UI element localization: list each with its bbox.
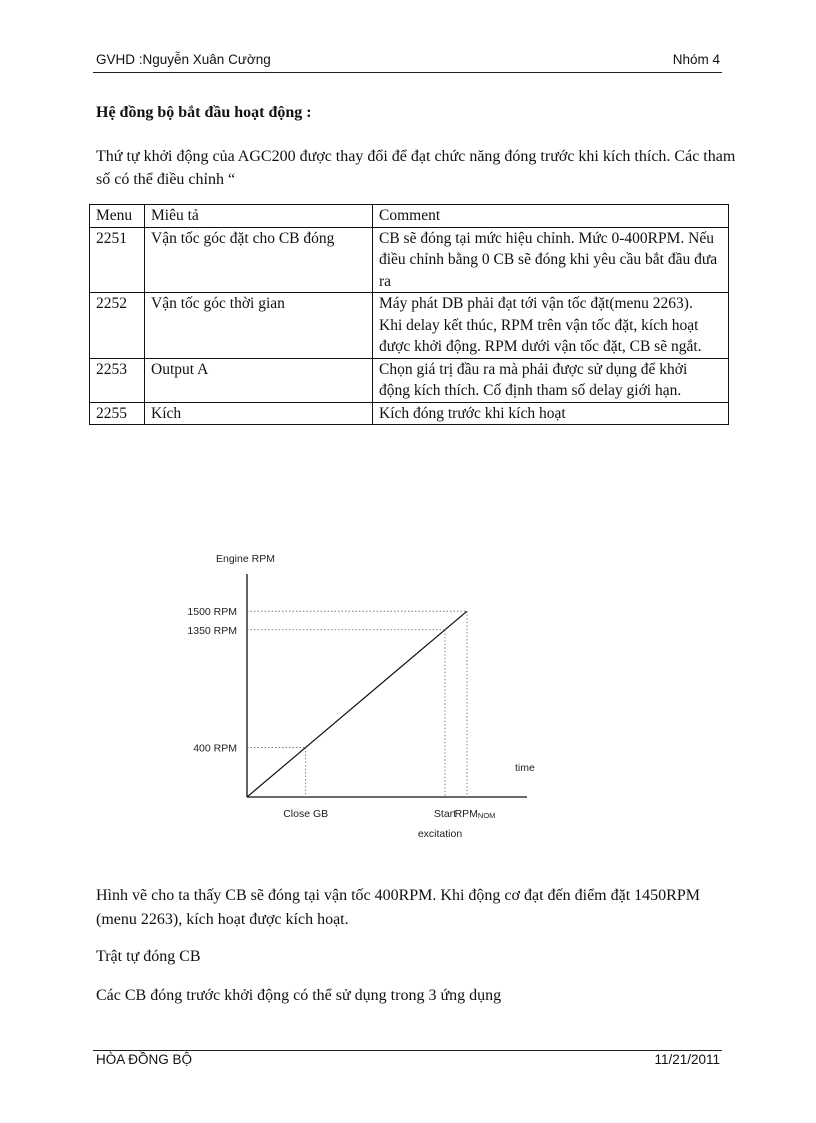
page-header — [96, 52, 722, 72]
header-instructor: GVHD :Nguyễn Xuân Cường — [96, 52, 271, 67]
cell-description: Kích — [145, 402, 373, 425]
footer-title: HÒA ĐỒNG BỘ — [96, 1052, 193, 1067]
table-row — [90, 227, 729, 293]
cell-description: Vận tốc góc thời gian — [145, 293, 373, 359]
parameter-table — [89, 204, 729, 425]
cell-menu: 2252 — [90, 293, 145, 359]
chart-y-tick-label: 1350 RPM — [187, 624, 237, 637]
table-row — [90, 402, 729, 425]
chart-x-marker-label: Start — [433, 808, 457, 820]
chart-x-marker-label: RPMNOM — [454, 808, 496, 820]
chart-y-tick-label: 400 RPM — [193, 742, 237, 755]
chart-x-axis-label: time — [515, 762, 535, 774]
chart-x-marker-sublabel: excitation — [417, 828, 463, 840]
header-divider — [93, 72, 722, 73]
column-header-description: Miêu tả — [145, 205, 373, 228]
chart-y-tick-label: 1500 RPM — [187, 606, 237, 619]
chart-series-line — [247, 611, 467, 797]
chart-explanation-paragraph: Hình vẽ cho ta thấy CB sẽ đóng tại vận tốc 400RPM. Khi động cơ đạt đến điểm đặt 1450RPM (menu 2263), kích hoạt được kích hoạt. — [96, 887, 700, 928]
cell-comment: CB sẽ đóng tại mức hiệu chỉnh. Mức 0-400RPM. Nếu điều chỉnh bằng 0 CB sẽ đóng khi yêu cầu bắt đầu đưa ra — [373, 227, 729, 293]
cell-menu: 2253 — [90, 358, 145, 402]
cell-menu: 2255 — [90, 402, 145, 425]
intro-paragraph: Thứ tự khởi động của AGC200 được thay đổi để đạt chức năng đóng trước khi kích thích. Các tham số có thể điều chỉnh “ — [96, 148, 736, 188]
rpm-chart — [170, 540, 550, 850]
cell-description: Output A — [145, 358, 373, 402]
applications-paragraph: Các CB đóng trước khởi động có thể sử dụng trong 3 ứng dụng — [96, 987, 502, 1004]
footer-divider — [93, 1050, 722, 1051]
cb-order-paragraph: Trật tự đóng CB — [96, 948, 201, 965]
column-header-menu: Menu — [90, 205, 145, 228]
column-header-comment: Comment — [373, 205, 729, 228]
page-footer — [96, 1052, 722, 1072]
cell-comment: Chọn giá trị đầu ra mà phải được sử dụng để khởi động kích thích. Cố định tham số delay giới hạn. — [373, 358, 729, 402]
cell-description: Vận tốc góc đặt cho CB đóng — [145, 227, 373, 293]
cell-comment: Kích đóng trước khi kích hoạt — [373, 402, 729, 425]
section-heading: Hệ đồng bộ bắt đầu hoạt động : — [96, 104, 312, 121]
rpm-chart-svg — [170, 540, 550, 850]
table-row — [90, 358, 729, 402]
footer-date: 11/21/2011 — [654, 1052, 720, 1067]
cell-comment: Máy phát DB phải đạt tới vận tốc đặt(menu 2263). Khi delay kết thúc, RPM trên vận tốc đặt, kích hoạt được khởi động. RPM dưới vận tốc đặt, CB sẽ ngắt. — [373, 293, 729, 359]
table-row — [90, 293, 729, 359]
header-group: Nhóm 4 — [672, 52, 720, 67]
cell-menu: 2251 — [90, 227, 145, 293]
table-header-row — [90, 205, 729, 228]
chart-y-axis-label: Engine RPM — [216, 553, 275, 565]
chart-x-marker-label: Close GB — [283, 808, 329, 820]
